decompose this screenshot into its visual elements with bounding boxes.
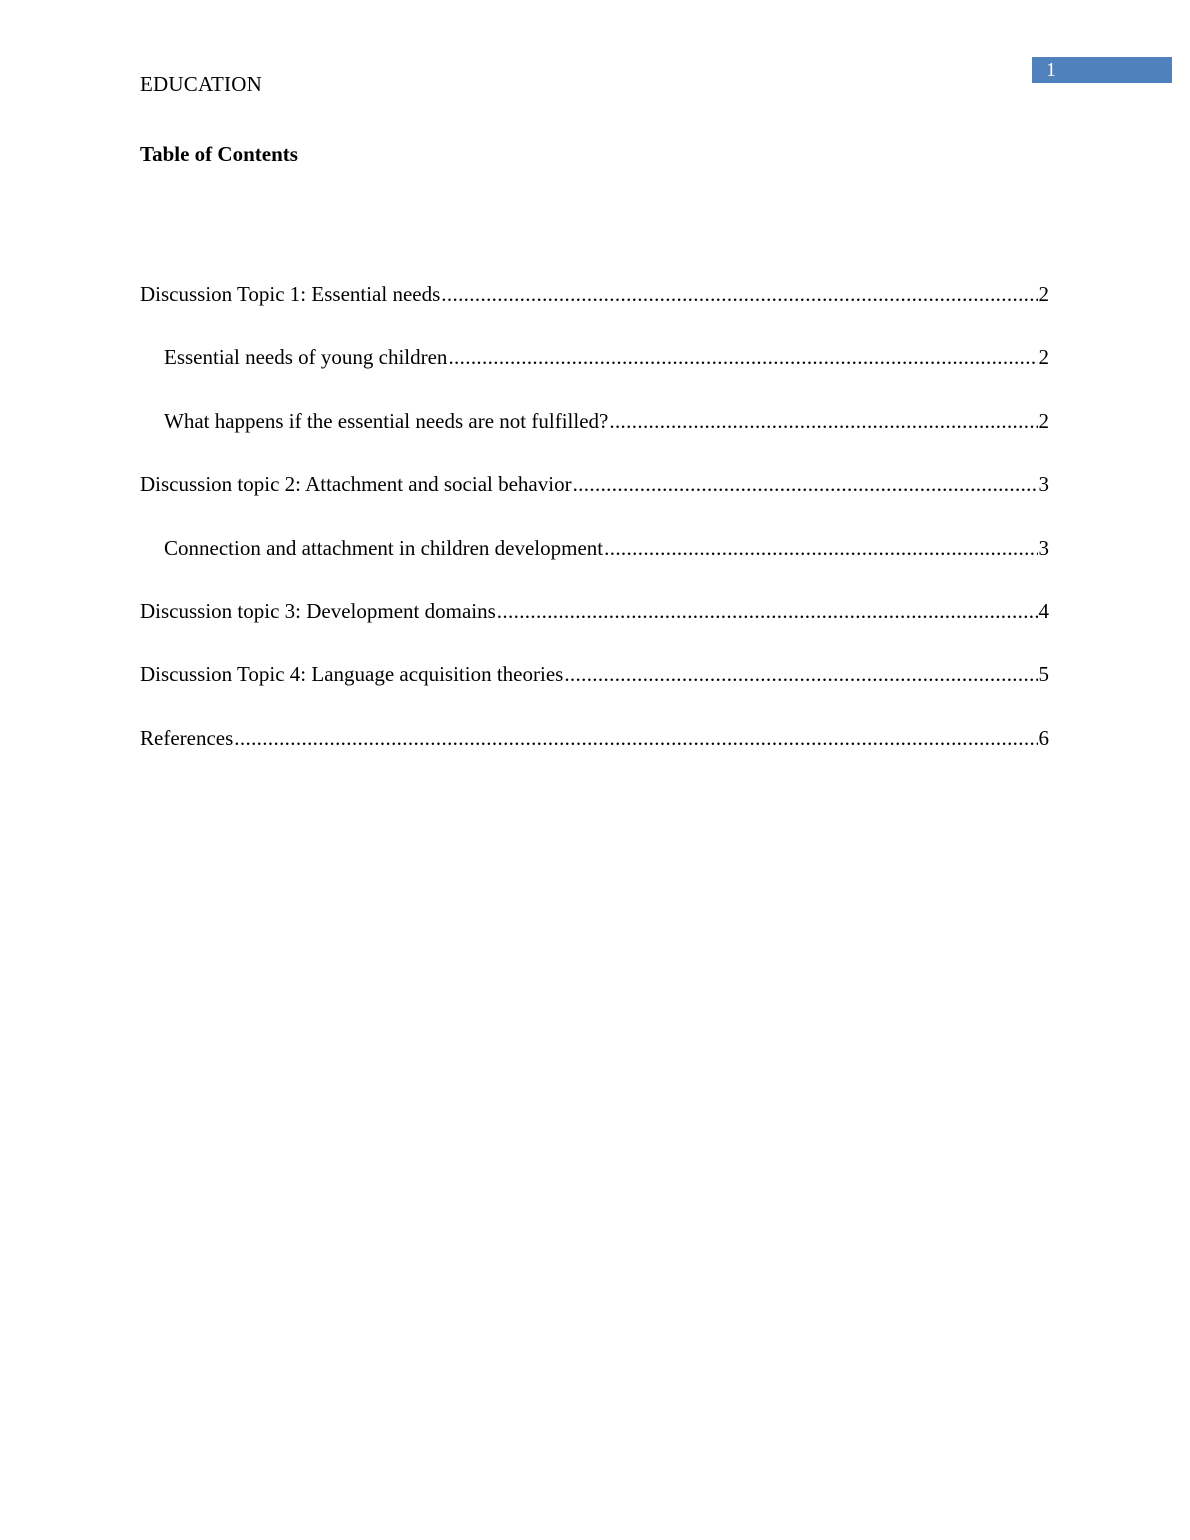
toc-entry[interactable] bbox=[140, 470, 1049, 533]
toc-entry-page: 2 bbox=[1038, 345, 1049, 370]
toc-dot-leader bbox=[497, 597, 1038, 625]
page-number: 1 bbox=[1046, 59, 1056, 81]
toc-entry-text: Discussion Topic 1: Essential needs bbox=[140, 282, 441, 306]
toc-entry-text: Essential needs of young children bbox=[164, 345, 448, 370]
toc-dot-leader bbox=[609, 407, 1037, 435]
toc-entry[interactable] bbox=[140, 724, 1049, 787]
toc-dot-leader bbox=[564, 660, 1037, 688]
toc-entry-text: References bbox=[140, 725, 234, 750]
toc-entry[interactable] bbox=[140, 660, 1049, 723]
toc-entry-page: 2 bbox=[1038, 282, 1049, 306]
toc-list bbox=[140, 280, 1049, 787]
toc-entry[interactable] bbox=[140, 597, 1049, 660]
toc-entry[interactable] bbox=[140, 280, 1049, 343]
toc-dot-leader bbox=[573, 470, 1038, 498]
toc-entry-page: 3 bbox=[1038, 472, 1049, 497]
toc-entry-page: 2 bbox=[1038, 408, 1049, 433]
toc-dot-leader bbox=[234, 724, 1037, 752]
toc-dot-leader bbox=[441, 280, 1037, 308]
toc-heading: Table of Contents bbox=[140, 142, 298, 166]
toc-entry-page: 6 bbox=[1038, 725, 1049, 750]
toc-entry[interactable] bbox=[140, 534, 1049, 597]
toc-entry-page: 4 bbox=[1038, 598, 1049, 623]
toc-entry-page: 3 bbox=[1038, 535, 1049, 560]
toc-entry-text: Discussion topic 2: Attachment and social behavior bbox=[140, 472, 572, 497]
toc-dot-leader bbox=[604, 534, 1037, 562]
toc-entry-text: What happens if the essential needs are not fulfilled? bbox=[164, 408, 609, 433]
toc-entry[interactable] bbox=[140, 343, 1049, 406]
toc-entry-page: 5 bbox=[1038, 662, 1049, 687]
toc-entry-text: Connection and attachment in children development bbox=[164, 535, 604, 560]
toc-entry[interactable] bbox=[140, 407, 1049, 470]
page-number-badge bbox=[1032, 57, 1172, 83]
toc-entry-text: Discussion topic 3: Development domains bbox=[140, 598, 496, 623]
running-header-title: EDUCATION bbox=[140, 72, 262, 96]
toc-entry-text: Discussion Topic 4: Language acquisition theories bbox=[140, 662, 564, 687]
toc-dot-leader bbox=[448, 343, 1037, 371]
